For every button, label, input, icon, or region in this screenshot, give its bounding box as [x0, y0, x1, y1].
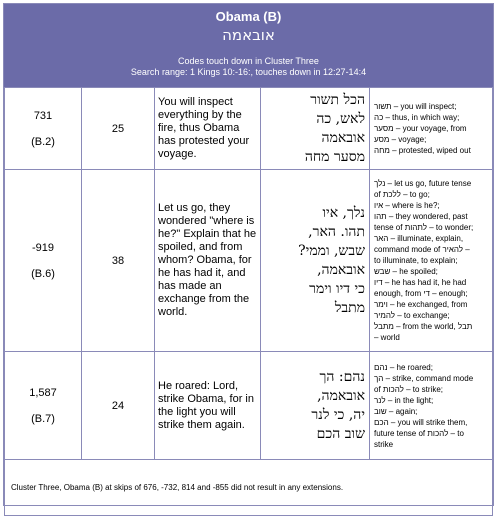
number-cell: 24 [82, 352, 155, 460]
skip-cell [5, 88, 82, 170]
gloss-line: להמיר – to exchange; [374, 311, 450, 320]
gloss-line: מסע – voyage; [374, 135, 427, 144]
gloss-line: to illuminate, to explain; [374, 256, 458, 265]
gloss-line: תהו – they wondered, past [374, 212, 468, 221]
gloss-line: of ללכת – to go; [374, 190, 430, 199]
gloss-line: כה – thus, in which way; [374, 113, 460, 122]
gloss-line: מחה – protested, wiped out [374, 146, 471, 155]
code-id: (B.6) [31, 267, 55, 280]
gloss-line: מתבל – from the world, תבל [374, 322, 473, 331]
header-band [4, 4, 493, 87]
gloss-cell [370, 88, 493, 170]
translation-cell: You will inspect everything by the fire, thus Obama has protested your voyage. [155, 88, 261, 170]
table-row [5, 170, 493, 352]
footer-note: Cluster Three, Obama (B) at skips of 676, -732, 814 and -855 did not result in any extensions. [5, 460, 493, 516]
gloss-line: enough, from די – enough; [374, 289, 468, 298]
translation-cell: Let us go, they wondered "where is he?" Explain that he spoiled, and from whom? Obama, for he has had it, and has made an exchange from the world. [155, 170, 261, 352]
number-cell: 38 [82, 170, 155, 352]
gloss-line: דיו – he has had it, he had [374, 278, 467, 287]
gloss-cell [370, 170, 493, 352]
gloss-line: – world [374, 333, 400, 342]
codes-table [4, 87, 493, 516]
gloss-line: of להכות – to strike; [374, 384, 443, 394]
gloss-line: הכם – you will strike them, [374, 417, 468, 427]
table-row [5, 352, 493, 460]
hebrew-text-cell: נלך, איו תהו. האר, שבש, וממי? אובאמה, כי דיו וימר מתבל [261, 170, 370, 352]
gloss-line: תשור – you will inspect; [374, 102, 457, 111]
skip-value: -919 [31, 241, 55, 254]
skip-cell [5, 170, 82, 352]
gloss-line: future tense of להכות – to [374, 428, 464, 438]
gloss-line: strike [374, 439, 394, 449]
gloss-line: הך – strike, command mode [374, 373, 474, 383]
page-title: Obama (B) [215, 9, 282, 24]
subtitle-cluster: Codes touch down in Cluster Three [178, 56, 319, 66]
gloss-line: tense of לתהות – to wonder; [374, 223, 474, 232]
translation-cell: He roared: Lord, strike Obama, for in the light you will strike them again. [155, 352, 261, 460]
code-id: (B.7) [31, 412, 55, 425]
gloss-line: command mode of להאיר – [374, 245, 470, 254]
subtitle-search-range: Search range: 1 Kings 10:-16:, touches down in 12:27-14:4 [130, 67, 367, 77]
gloss-line: שבש – he spoiled; [374, 267, 438, 276]
number-cell: 25 [82, 88, 155, 170]
gloss-line: לנר – in the light; [374, 395, 434, 405]
hebrew-title: אובאמה [222, 26, 275, 44]
hebrew-text-cell: הכל תשור לאש, כה אובאמה מסער מחה [261, 88, 370, 170]
gloss-line: נלך – let us go, future tense [374, 179, 472, 188]
gloss-line: מסער – your voyage, from [374, 124, 467, 133]
gloss-line: האר – illuminate, explain, [374, 234, 464, 243]
code-id: (B.2) [31, 135, 55, 148]
gloss-line: נהם – he roared; [374, 362, 433, 372]
hebrew-text-cell: נהם: הך אובאמה, יה, כי לנר שוב הכם [261, 352, 370, 460]
skip-cell [5, 352, 82, 460]
gloss-line: וימר – he exchanged, from [374, 300, 468, 309]
gloss-cell [370, 352, 493, 460]
skip-value: 1,587 [29, 386, 57, 399]
results-panel [3, 3, 494, 506]
table-row [5, 88, 493, 170]
footer-row [5, 460, 493, 516]
skip-value: 731 [33, 109, 53, 122]
gloss-line: שוב – again; [374, 406, 418, 416]
gloss-line: איו – where is he?; [374, 201, 440, 210]
